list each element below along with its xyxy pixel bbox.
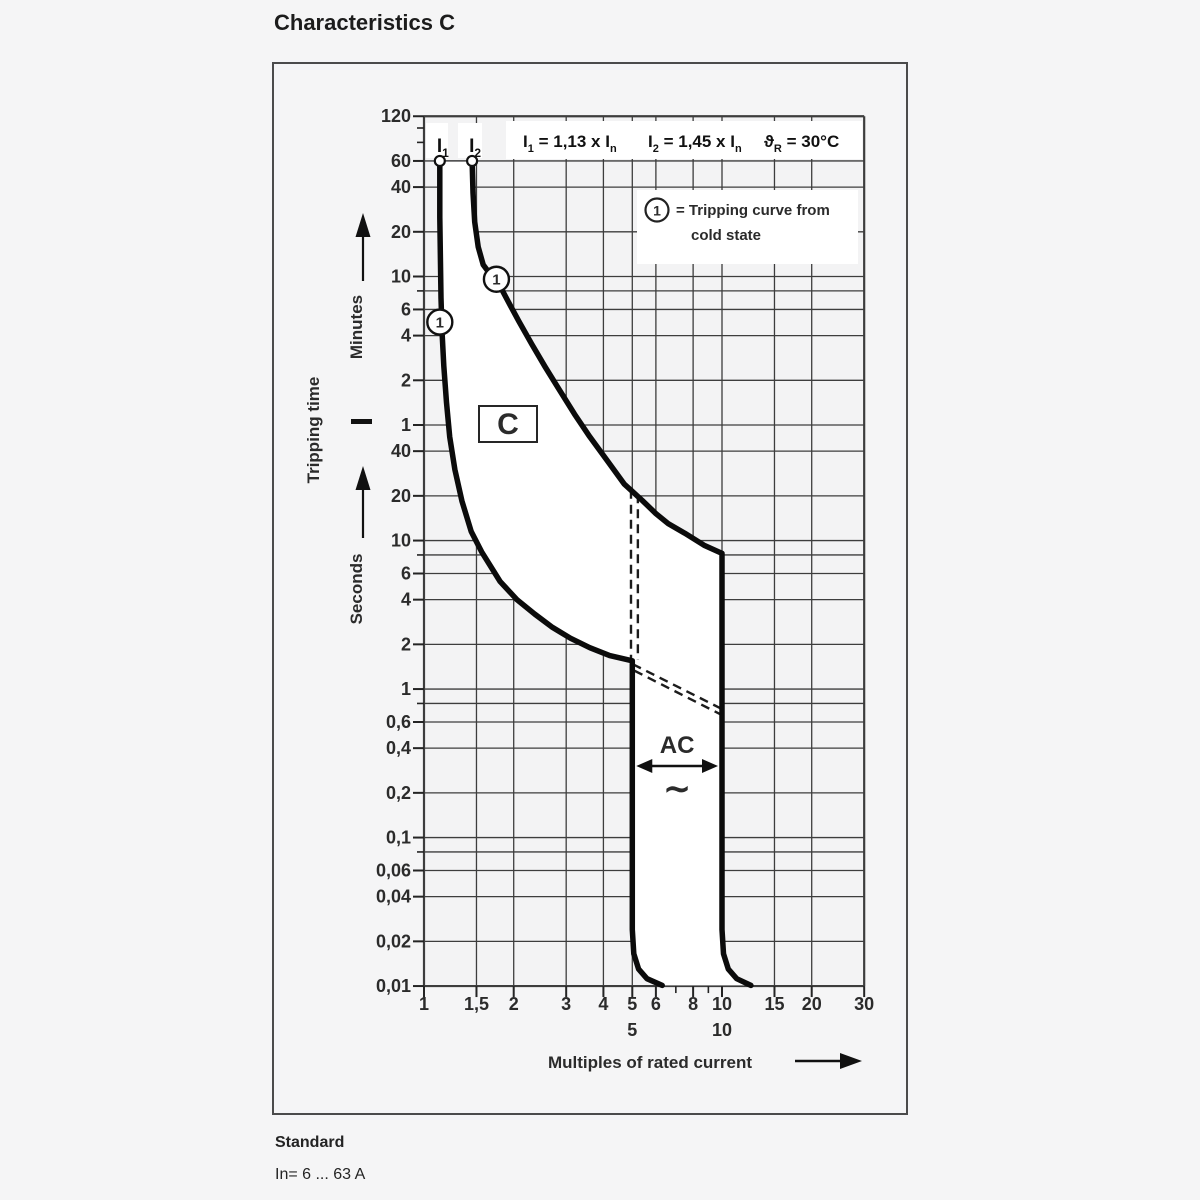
footer-standard: Standard — [275, 1134, 345, 1151]
y-tick-label: 0,02 — [375, 931, 411, 952]
y-tick-label: 40 — [390, 177, 411, 198]
curve-start-label: $I_1$ — [436, 136, 449, 160]
y-tick-label: 6 — [400, 299, 411, 320]
y-tick-label: 60 — [390, 150, 411, 171]
formula-temperature: $ϑ_R = 30^\circ C$ — [764, 132, 840, 155]
footer-rated-current: In= 6 ... 63 A — [275, 1166, 366, 1183]
y-tick-label: 1 — [400, 415, 411, 435]
x-axis-arrow-icon — [840, 1053, 862, 1069]
c-region-label: C — [497, 408, 519, 441]
seconds-arrow-icon — [356, 466, 371, 490]
y-tick-label: 0,04 — [375, 886, 411, 907]
x-tick-label: 3 — [561, 994, 572, 1014]
x-tick-label: 5 — [627, 994, 638, 1014]
y-tick-label: 10 — [390, 530, 411, 551]
y-tick-label: 120 — [380, 106, 411, 127]
ac-sine-symbol: ∼ — [662, 770, 692, 808]
y-tick-label: 6 — [400, 563, 411, 584]
ac-label: AC — [659, 732, 695, 759]
y-tick-label: 20 — [390, 485, 411, 506]
formula-i2: $I_2 = 1,45$ x $I_n$ — [648, 132, 742, 155]
y-tick-label: 4 — [400, 589, 411, 610]
y-tick-label: 0,2 — [385, 782, 411, 803]
y-axis-title: Tripping time — [304, 376, 323, 484]
y-tick-label: 2 — [400, 370, 411, 391]
y-axis-unit-seconds: Seconds — [347, 553, 366, 625]
x-tick-label: 20 — [801, 994, 822, 1014]
y-tick-label: 0,01 — [375, 976, 411, 997]
x-tick-label: 2 — [508, 994, 519, 1014]
x-tick-label: 8 — [688, 994, 699, 1014]
legend-text-line1: = Tripping curve from — [676, 202, 830, 219]
y-tick-label: 1 — [400, 679, 411, 700]
x-tick-label: 6 — [650, 994, 661, 1014]
x-tick-label: 15 — [764, 994, 785, 1014]
curve-start-label: $I_2$ — [469, 136, 482, 160]
y-tick-label: 0,6 — [385, 712, 411, 732]
x-axis-title: Multiples of rated current — [548, 1053, 753, 1072]
legend-marker-number: 1 — [653, 202, 661, 219]
legend-text-line2: cold state — [691, 227, 762, 244]
y-axis-unit-minutes: Minutes — [347, 294, 366, 360]
x-tick-label: 30 — [854, 994, 875, 1014]
curve-marker-number: 1 — [435, 314, 444, 332]
y-tick-label: 0,06 — [375, 860, 411, 881]
y-tick-label: 0,4 — [385, 738, 411, 759]
y-tick-label: 10 — [390, 266, 411, 287]
formula-i1: $I_1 = 1,13$ x $I_n$ — [523, 132, 617, 155]
minutes-seconds-divider — [351, 419, 372, 424]
curve-marker-number: 1 — [492, 271, 501, 289]
y-tick-label: 2 — [400, 634, 411, 655]
x-secondary-label: 10 — [711, 1020, 733, 1040]
x-secondary-label: 5 — [627, 1020, 638, 1040]
y-tick-label: 0,1 — [385, 827, 411, 848]
y-tick-label: 40 — [390, 441, 411, 462]
x-tick-label: 4 — [598, 994, 609, 1014]
y-tick-label: 4 — [400, 325, 411, 346]
x-tick-label: 1,5 — [463, 994, 489, 1014]
x-tick-label: 10 — [711, 994, 733, 1014]
minutes-arrow-icon — [356, 213, 371, 237]
x-tick-label: 1 — [418, 994, 430, 1014]
page-title: Characteristics C — [274, 10, 455, 35]
y-tick-label: 20 — [390, 221, 411, 242]
